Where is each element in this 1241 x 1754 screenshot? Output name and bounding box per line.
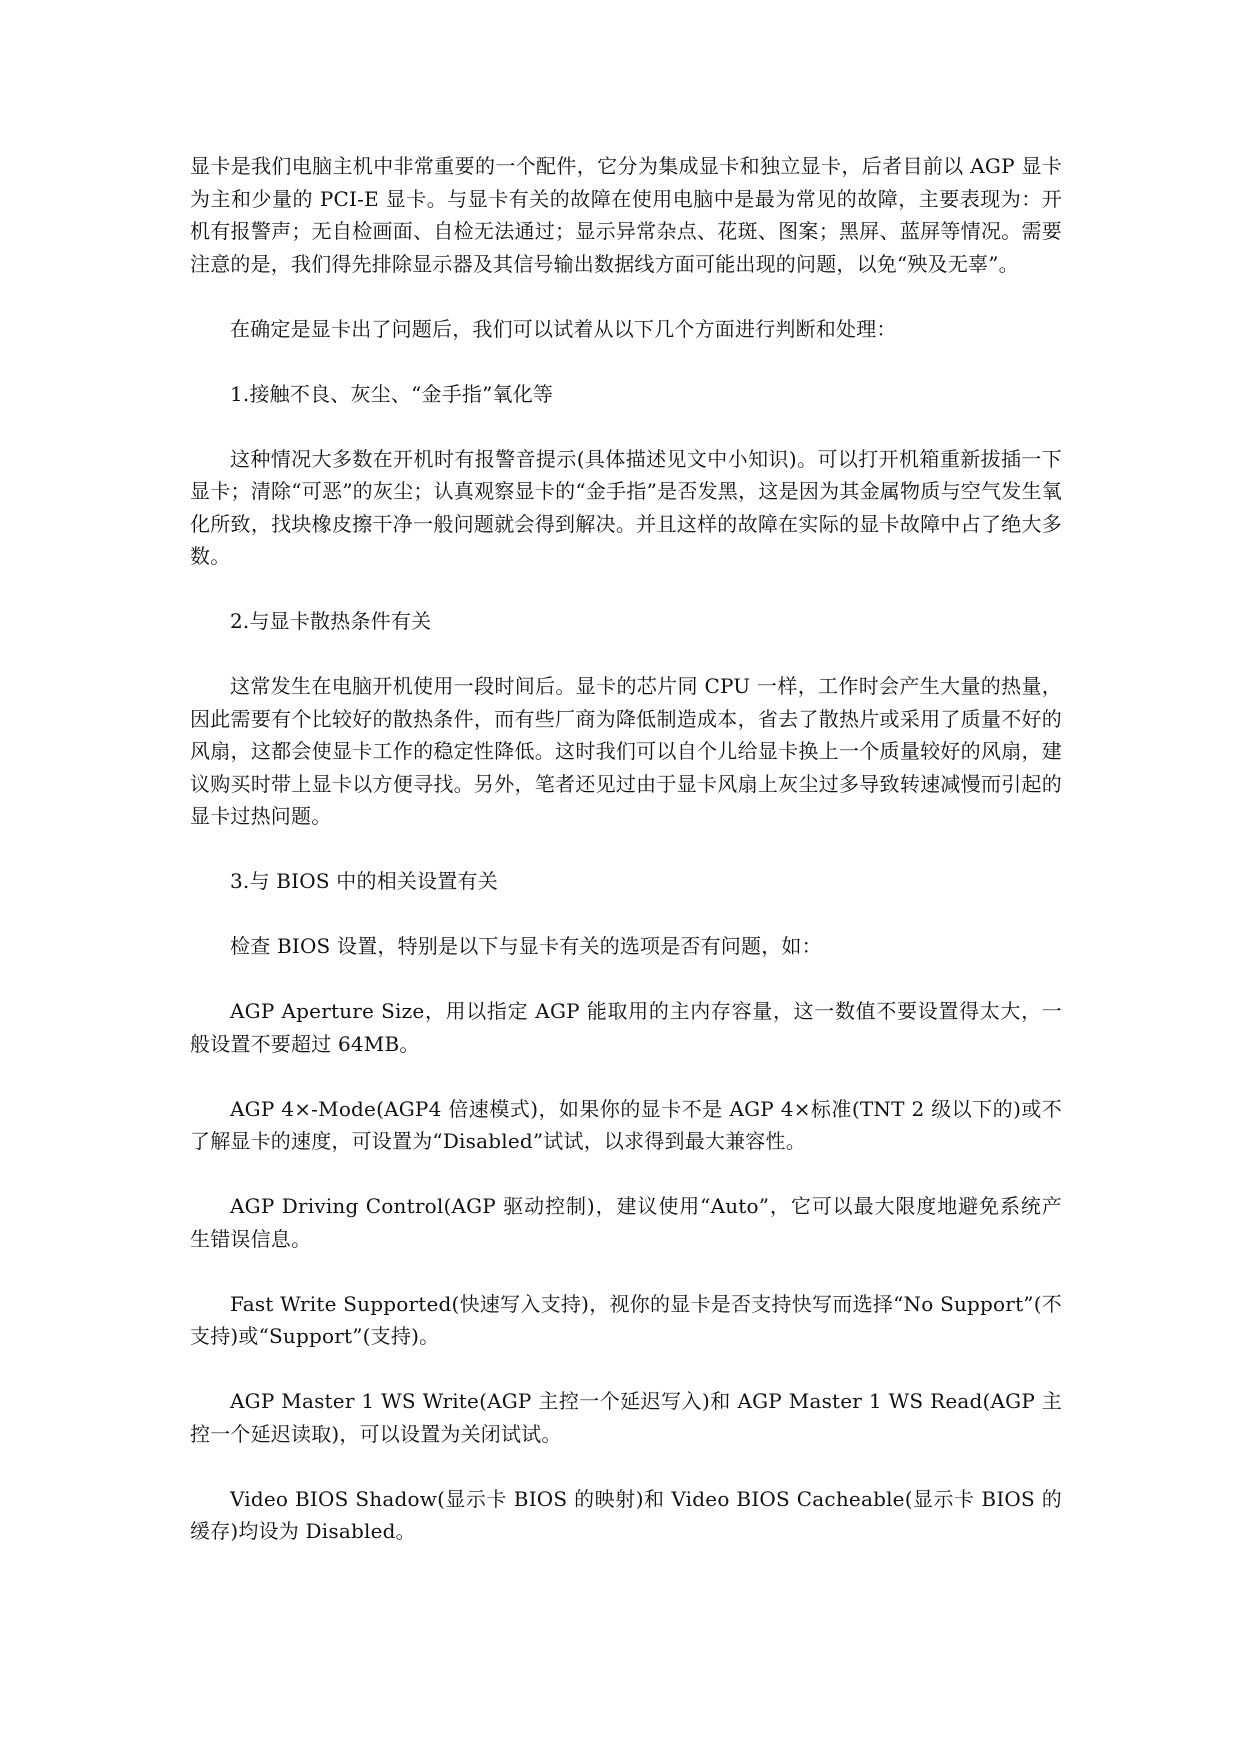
paragraph-fast-write: Fast Write Supported(快速写入支持)，视你的显卡是否支持快写而选择“No Support”(不支持)或“Support”(支持)。 <box>190 1291 1062 1348</box>
paragraph-master-ws: AGP Master 1 WS Write(AGP 主控一个延迟写入)和 AGP Master 1 WS Read(AGP 主控一个延迟读取)，可以设置为关闭试试。 <box>190 1389 1062 1446</box>
paragraph-bios-check: 检查 BIOS 设置，特别是以下与显卡有关的选项是否有问题，如： <box>230 934 822 958</box>
paragraph-gap <box>190 1060 1062 1093</box>
paragraph-intro: 显卡是我们电脑主机中非常重要的一个配件，它分为集成显卡和独立显卡，后者目前以 AGP 显卡为主和少量的 PCI-E 显卡。与显卡有关的故障在使用电脑中是最为常见的故障，主要表现为：开机有报警声；无自检画面、自检无法通过；显示异常杂点、花斑、图案；黑屏、蓝屏等情况。需要注意的是，我们得先排除显示器及其信号输出数据线方面可能出现的问题，以免“殃及无辜”。 <box>190 154 1062 276</box>
section-heading-2: 2.与显卡散热条件有关 <box>230 609 432 633</box>
paragraph-gap <box>190 898 1062 931</box>
paragraph-gap <box>190 345 1062 378</box>
document-body <box>190 150 1062 1548</box>
paragraph-driving-control: AGP Driving Control(AGP 驱动控制)，建议使用“Auto”，它可以最大限度地避免系统产生错误信息。 <box>190 1194 1062 1251</box>
paragraph-video-bios: Video BIOS Shadow(显示卡 BIOS 的映射)和 Video BIOS Cacheable(显示卡 BIOS 的缓存)均设为 Disabled。 <box>190 1486 1062 1543</box>
paragraph-gap <box>190 1255 1062 1288</box>
paragraph-lead-in: 在确定是显卡出了问题后，我们可以试着从以下几个方面进行判断和处理： <box>230 316 897 341</box>
paragraph-gap <box>190 1353 1062 1386</box>
section-heading-3: 3.与 BIOS 中的相关设置有关 <box>230 869 498 893</box>
paragraph-gap <box>190 410 1062 443</box>
paragraph-aperture-size: AGP Aperture Size，用以指定 AGP 能取用的主内存容量，这一数值不要设置得太大，一般设置不要超过 64MB。 <box>190 999 1062 1056</box>
paragraph-gap <box>190 833 1062 866</box>
paragraph-gap <box>190 280 1062 313</box>
paragraph-agp-4x-mode: AGP 4×-Mode(AGP4 倍速模式)，如果你的显卡不是 AGP 4×标准(TNT 2 级以下的)或不了解显卡的速度，可设置为“Disabled”试试，以求得到最大兼容性。 <box>190 1096 1062 1153</box>
paragraph-gap <box>190 573 1062 606</box>
paragraph-contact: 这种情况大多数在开机时有报警音提示(具体描述见文中小知识)。可以打开机箱重新拔插一下显卡；清除“可恶”的灰尘；认真观察显卡的“金手指”是否发黑，这是因为其金属物质与空气发生氧化所致，找块橡皮擦干净一般问题就会得到解决。并且这样的故障在实际的显卡故障中占了绝大多数。 <box>190 446 1062 568</box>
paragraph-gap <box>190 963 1062 996</box>
paragraph-gap <box>190 1450 1062 1483</box>
paragraph-gap <box>190 1158 1062 1191</box>
paragraph-gap <box>190 638 1062 671</box>
section-heading-1: 1.接触不良、灰尘、“金手指”氧化等 <box>230 381 554 406</box>
paragraph-cooling: 这常发生在电脑开机使用一段时间后。显卡的芯片同 CPU 一样，工作时会产生大量的热量，因此需要有个比较好的散热条件，而有些厂商为降低制造成本，省去了散热片或采用了质量不好的风扇，这都会使显卡工作的稳定性降低。这时我们可以自个儿给显卡换上一个质量较好的风扇，建议购买时带上显卡以方便寻找。另外，笔者还见过由于显卡风扇上灰尘过多导致转速减慢而引起的显卡过热问题。 <box>190 674 1062 828</box>
